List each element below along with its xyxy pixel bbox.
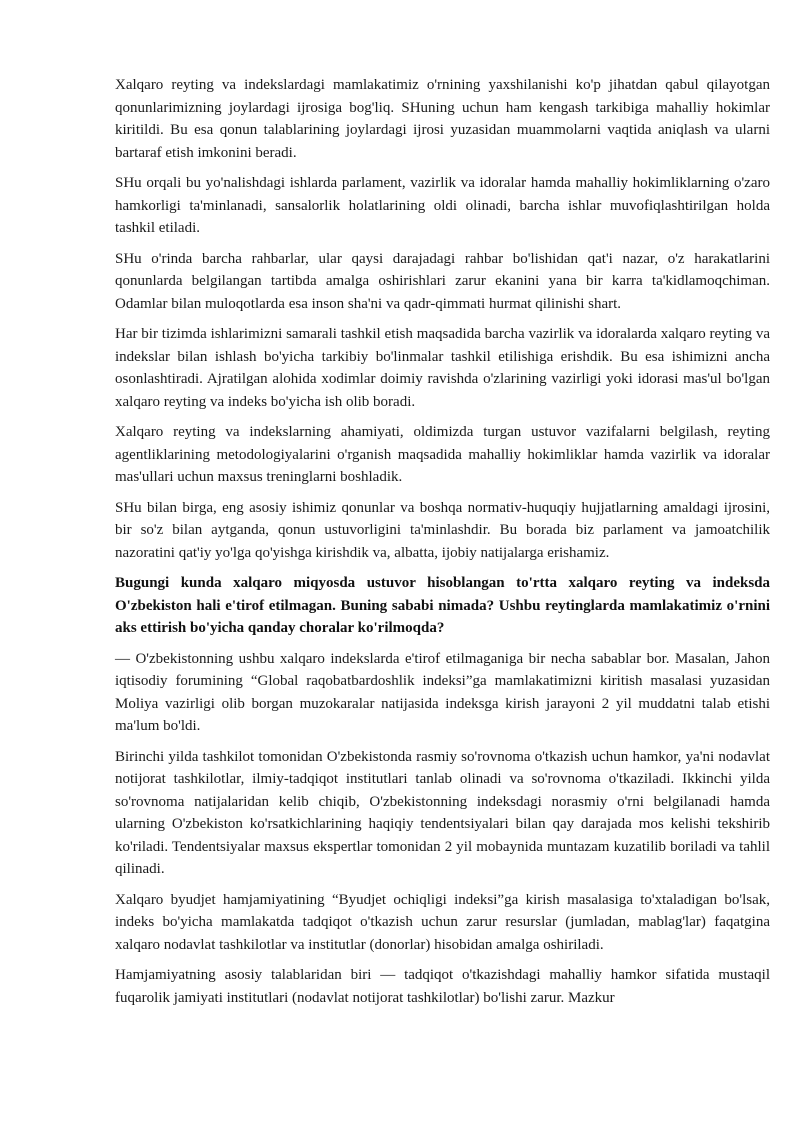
paragraph: SHu o'rinda barcha rahbarlar, ular qaysi darajadagi rahbar bo'lishidan qat'i nazar, o'z harakatlarini qonunlarda belgilangan tartibda amalga oshirishlari zarur ekanini yana bir karra ta'kidlamoqchiman. Odamlar bilan muloqotlarda esa inson sha'ni va qadr-qimmati hurmat qilinishi shart.	[115, 250, 770, 312]
paragraph: SHu bilan birga, eng asosiy ishimiz qonunlar va boshqa normativ-huquqiy hujjatlarning amaldagi ijrosini, bir so'z bilan aytganda, qonun ustuvorligini ta'minlashdir. Bu borada biz parlament va jamoatchilik nazoratini qat'iy yo'lga qo'yishga kirishdik va, albatta, ijobiy natijalarga erishamiz.	[115, 499, 770, 561]
paragraph: Xalqaro reyting va indekslarning ahamiyati, oldimizda turgan ustuvor vazifalarni belgilash, reyting agentliklarining metodologiyalarini o'rganish maqsadida mahalliy hokimliklar hamda vazirlik va idoralar mas'ullari uchun maxsus treninglarni boshladik.	[115, 424, 770, 485]
paragraph: Xalqaro reyting va indekslardagi mamlakatimiz o'rnining yaxshilanishi ko'p jihatdan qabul qilayotgan qonunlarimizning joylardagi ijrosiga bog'liq. SHuning uchun ham kengash tarkibiga mahalliy hokimlar kiritildi. Bu esa qonun talablarining joylardagi ijrosi yuzasidan muammolarni vaqtida aniqlash va ularni bartaraf etish imkonini beradi.	[115, 77, 770, 161]
interview-question: Bugungi kunda xalqaro miqyosda ustuvor hisoblangan to'rtta xalqaro reyting va indeksda O'zbekiston hali e'tirof etilmagan. Buning sababi nimada? Ushbu reytinglarda mamlakatimiz o'rnini aks ettirish bo'yicha qanday choralar ko'rilmoqda?	[115, 575, 770, 636]
paragraph: Hamjamiyatning asosiy talablaridan biri — tadqiqot o'tkazishdagi mahalliy hamkor sifatida mustaqil fuqarolik jamiyati institutlari (nodavlat notijorat tashkilotlar) bo'lishi zarur. Mazkur	[115, 967, 770, 1006]
paragraph: Har bir tizimda ishlarimizni samarali tashkil etish maqsadida barcha vazirlik va idoralarda xalqaro reyting va indekslar bilan ishlash bo'yicha tarkibiy bo'linmalar tashkil etilishiga erishdik. Bu esa ishimizni ancha osonlashtiradi. Ajratilgan alohida xodimlar doimiy ravishda o'zlarining vazirligi yoki idorasi mas'ul bo'lgan xalqaro reyting va indeks bo'yicha ish olib boradi.	[115, 326, 770, 410]
paragraph: Birinchi yilda tashkilot tomonidan O'zbekistonda rasmiy so'rovnoma o'tkazish uchun hamkor, ya'ni nodavlat notijorat tashkilotlar, ilmiy-tadqiqot institutlari tanlab olinadi va so'rovnoma o'tkaziladi. Ikkinchi yilda so'rovnoma natijalaridan kelib chiqib, O'zbekistonning indeksdagi norasmiy o'rni belgilanadi hamda ularning O'zbekiston ko'rsatkichlarining haqiqiy tendentsiyalari bilan qay darajada mos kelishi tekshirib ko'riladi. Tendentsiyalar maxsus ekspertlar tomonidan 2 yil mobaynida muntazam kuzatilib boriladi va tahlil qilinadi.	[115, 748, 770, 877]
document-page	[115, 74, 770, 1017]
paragraph: Xalqaro byudjet hamjamiyatining “Byudjet ochiqligi indeksi”ga kirish masalasiga to'xtaladigan bo'lsak, indeks bo'yicha mamlakatda tadqiqot o'tkazish uchun zarur resurslar (jumladan, mablag'lar) faqatgina xalqaro nodavlat tashkilotlar va institutlar (donorlar) hisobidan amalga oshiriladi.	[115, 891, 770, 953]
paragraph: SHu orqali bu yo'nalishdagi ishlarda parlament, vazirlik va idoralar hamda mahalliy hokimliklarning o'zaro hamkorligi ta'minlanadi, sansalorlik holatlarining oldi olinadi, barcha ishlar muvofiqlashtirilgan holda tashkil etiladi.	[115, 175, 770, 236]
paragraph: — O'zbekistonning ushbu xalqaro indekslarda e'tirof etilmaganiga bir necha sabablar bor. Masalan, Jahon iqtisodiy forumining “Global raqobatbardoshlik indeksi”ga mamlakatimizni kiritish masalasi yuzasidan Moliya vazirligi olib borgan muzokaralar natijasida indeksga kirish jarayoni 2 yil muddatni talab etishi ma'lum bo'ldi.	[115, 650, 770, 734]
